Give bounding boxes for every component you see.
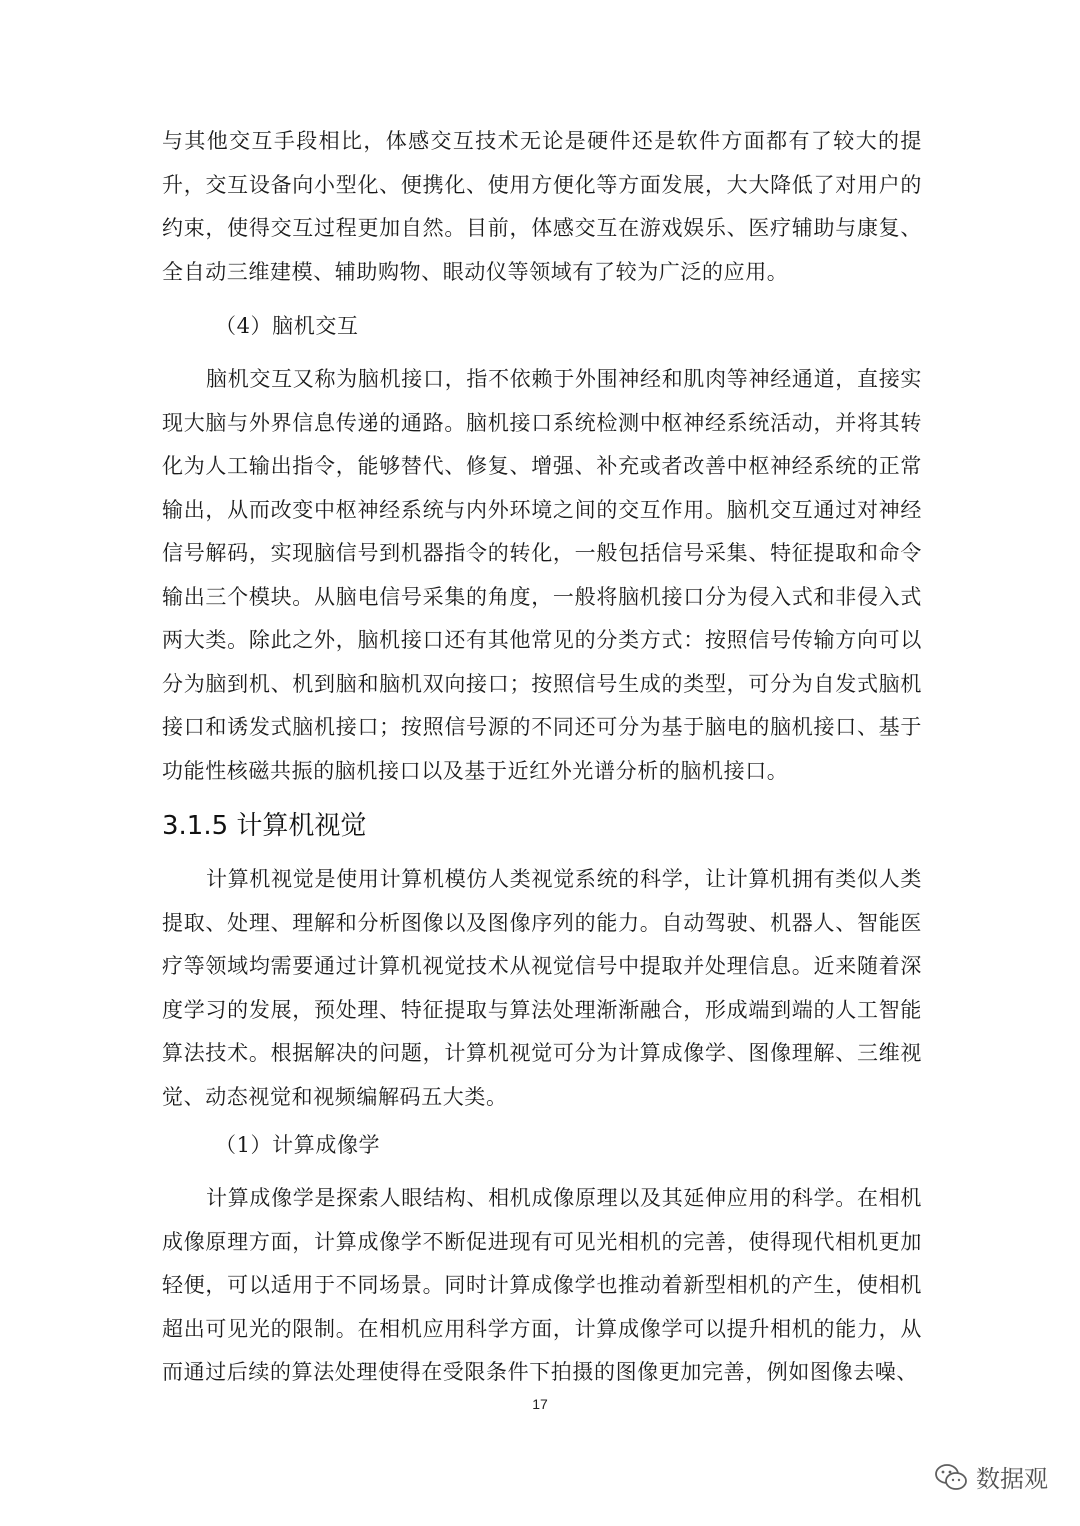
watermark-text: 数据观 xyxy=(976,1465,1048,1493)
subheading-brain-computer: （4）脑机交互 xyxy=(215,314,359,338)
wechat-icon xyxy=(934,1463,968,1491)
subheading-imaging: （1）计算成像学 xyxy=(215,1133,381,1157)
section-title: 3.1.5 计算机视觉 xyxy=(162,811,367,841)
paragraph-brain-computer: 脑机交互又称为脑机接口，指不依赖于外围神经和肌肉等神经通道，直接实现大脑与外界信息传递的通路。脑机接口系统检测中枢神经系统活动，并将其转化为人工输出指令，能够替代、修复、增强、补充或者改善中枢神经系统的正常输出，从而改变中枢神经系统与内外环境之间的交互作用。脑机交互通过对神经信号解码，实现脑信号到机器指令的转化，一般包括信号采集、特征提取和命令输出三个模块。从脑电信号采集的角度，一般将脑机接口分为侵入式和非侵入式两大类。除此之外，脑机接口还有其他常见的分类方式：按照信号传输方向可以分为脑到机、机到脑和脑机双向接口；按照信号生成的类型，可分为自发式脑机接口和诱发式脑机接口；按照信号源的不同还可分为基于脑电的脑机接口、基于功能性核磁共振的脑机接口以及基于近红外光谱分析的脑机接口。 xyxy=(162,367,922,783)
watermark xyxy=(934,1459,1048,1494)
paragraph-computational-imaging: 计算成像学是探索人眼结构、相机成像原理以及其延伸应用的科学。在相机成像原理方面，计算成像学不断促进现有可见光相机的完善，使得现代相机更加轻便，可以适用于不同场景。同时计算成像学也推动着新型相机的产生，使相机超出可见光的限制。在相机应用科学方面，计算成像学可以提升相机的能力，从而通过后续的算法处理使得在受限条件下拍摄的图像更加完善，例如图像去噪、 xyxy=(162,1186,922,1384)
paragraph-computer-vision: 计算机视觉是使用计算机模仿人类视觉系统的科学，让计算机拥有类似人类提取、处理、理解和分析图像以及图像序列的能力。自动驾驶、机器人、智能医疗等领域均需要通过计算机视觉技术从视觉信号中提取并处理信息。近来随着深度学习的发展，预处理、特征提取与算法处理渐渐融合，形成端到端的人工智能算法技术。根据解决的问题，计算机视觉可分为计算成像学、图像理解、三维视觉、动态视觉和视频编解码五大类。 xyxy=(162,867,922,1109)
page-number: 17 xyxy=(532,1396,548,1412)
paragraph-somatosensory: 与其他交互手段相比，体感交互技术无论是硬件还是软件方面都有了较大的提升，交互设备向小型化、便携化、使用方便化等方面发展，大大降低了对用户的约束，使得交互过程更加自然。目前，体感交互在游戏娱乐、医疗辅助与康复、全自动三维建模、辅助购物、眼动仪等领域有了较为广泛的应用。 xyxy=(162,129,922,284)
